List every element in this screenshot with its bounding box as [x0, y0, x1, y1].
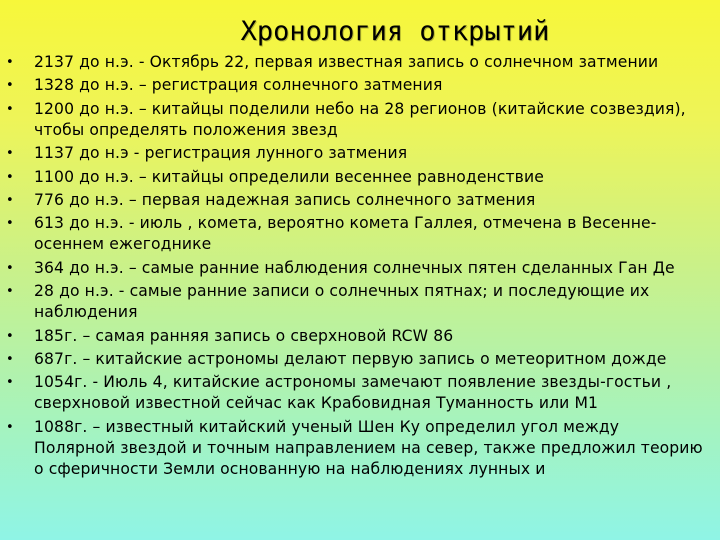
list-item — [4, 143, 704, 164]
list-item — [4, 326, 704, 347]
bullet-icon: • — [6, 55, 14, 70]
bullet-icon: • — [6, 328, 14, 344]
list-item — [4, 167, 704, 188]
bullet-icon: • — [6, 260, 14, 276]
bullet-icon: • — [6, 284, 14, 300]
bullet-icon: • — [6, 419, 14, 435]
list-item-text: 185г. – самая ранняя запись о сверхновой RCW 86 — [34, 326, 454, 345]
list-item-text: 613 до н.э. - июль , комета, вероятно комета Галлея, отмечена в Весенне-осеннем ежегоднике — [34, 214, 657, 254]
list-item-text: 1200 до н.э. – китайцы поделили небо на 28 регионов (китайские созвездия), чтобы определять положения звезд — [34, 99, 686, 139]
list-item-text: 2137 до н.э. - Октябрь 22, первая известная запись о солнечном затмении — [34, 53, 659, 71]
bullet-icon: • — [6, 375, 14, 391]
list-item-text: 364 до н.э. – самые ранние наблюдения солнечных пятен сделанных Ган Де — [34, 258, 675, 277]
list-item — [4, 349, 704, 370]
list-item-text: 687г. – китайские астрономы делают первую запись о метеоритном дожде — [34, 349, 667, 368]
bullet-icon: • — [6, 351, 14, 367]
list-item — [4, 75, 704, 96]
slide-title: Хронология открытий — [240, 16, 550, 47]
bullet-icon: • — [6, 169, 14, 185]
list-item-text: 1137 до н.э - регистрация лунного затмения — [34, 144, 408, 163]
list-item-text: 1088г. – известный китайский ученый Шен Ку определил угол между Полярной звездой и точным направлением на север, также предложил теорию о сферичности Земли основанную на наблюдениях лунных и — [34, 417, 703, 478]
list-item-text: 1328 до н.э. – регистрация солнечного затмения — [34, 76, 443, 95]
bullet-icon: • — [6, 146, 14, 162]
list-item — [4, 372, 704, 414]
list-item — [4, 258, 704, 279]
list-item — [4, 417, 704, 480]
list-item-text: 776 до н.э. – первая надежная запись солнечного затмения — [34, 190, 536, 209]
list-item — [4, 281, 704, 323]
bullet-icon: • — [6, 192, 14, 208]
list-item — [4, 99, 704, 141]
bullet-icon: • — [6, 78, 14, 94]
list-item-text: 1054г. - Июль 4, китайские астрономы замечают появление звезды-гостьи , сверхновой известной сейчас как Крабовидная Туманность или M1 — [34, 373, 672, 413]
list-item-text: 1100 до н.э. – китайцы определили весеннее равноденствие — [34, 167, 544, 186]
timeline-list — [4, 52, 704, 482]
bullet-icon: • — [6, 216, 14, 232]
list-item — [4, 52, 704, 73]
list-item-text: 28 до н.э. - самые ранние записи о солнечных пятнах; и последующие их наблюдения — [34, 282, 650, 322]
list-item — [4, 190, 704, 211]
bullet-icon: • — [6, 101, 14, 117]
list-item — [4, 213, 704, 255]
